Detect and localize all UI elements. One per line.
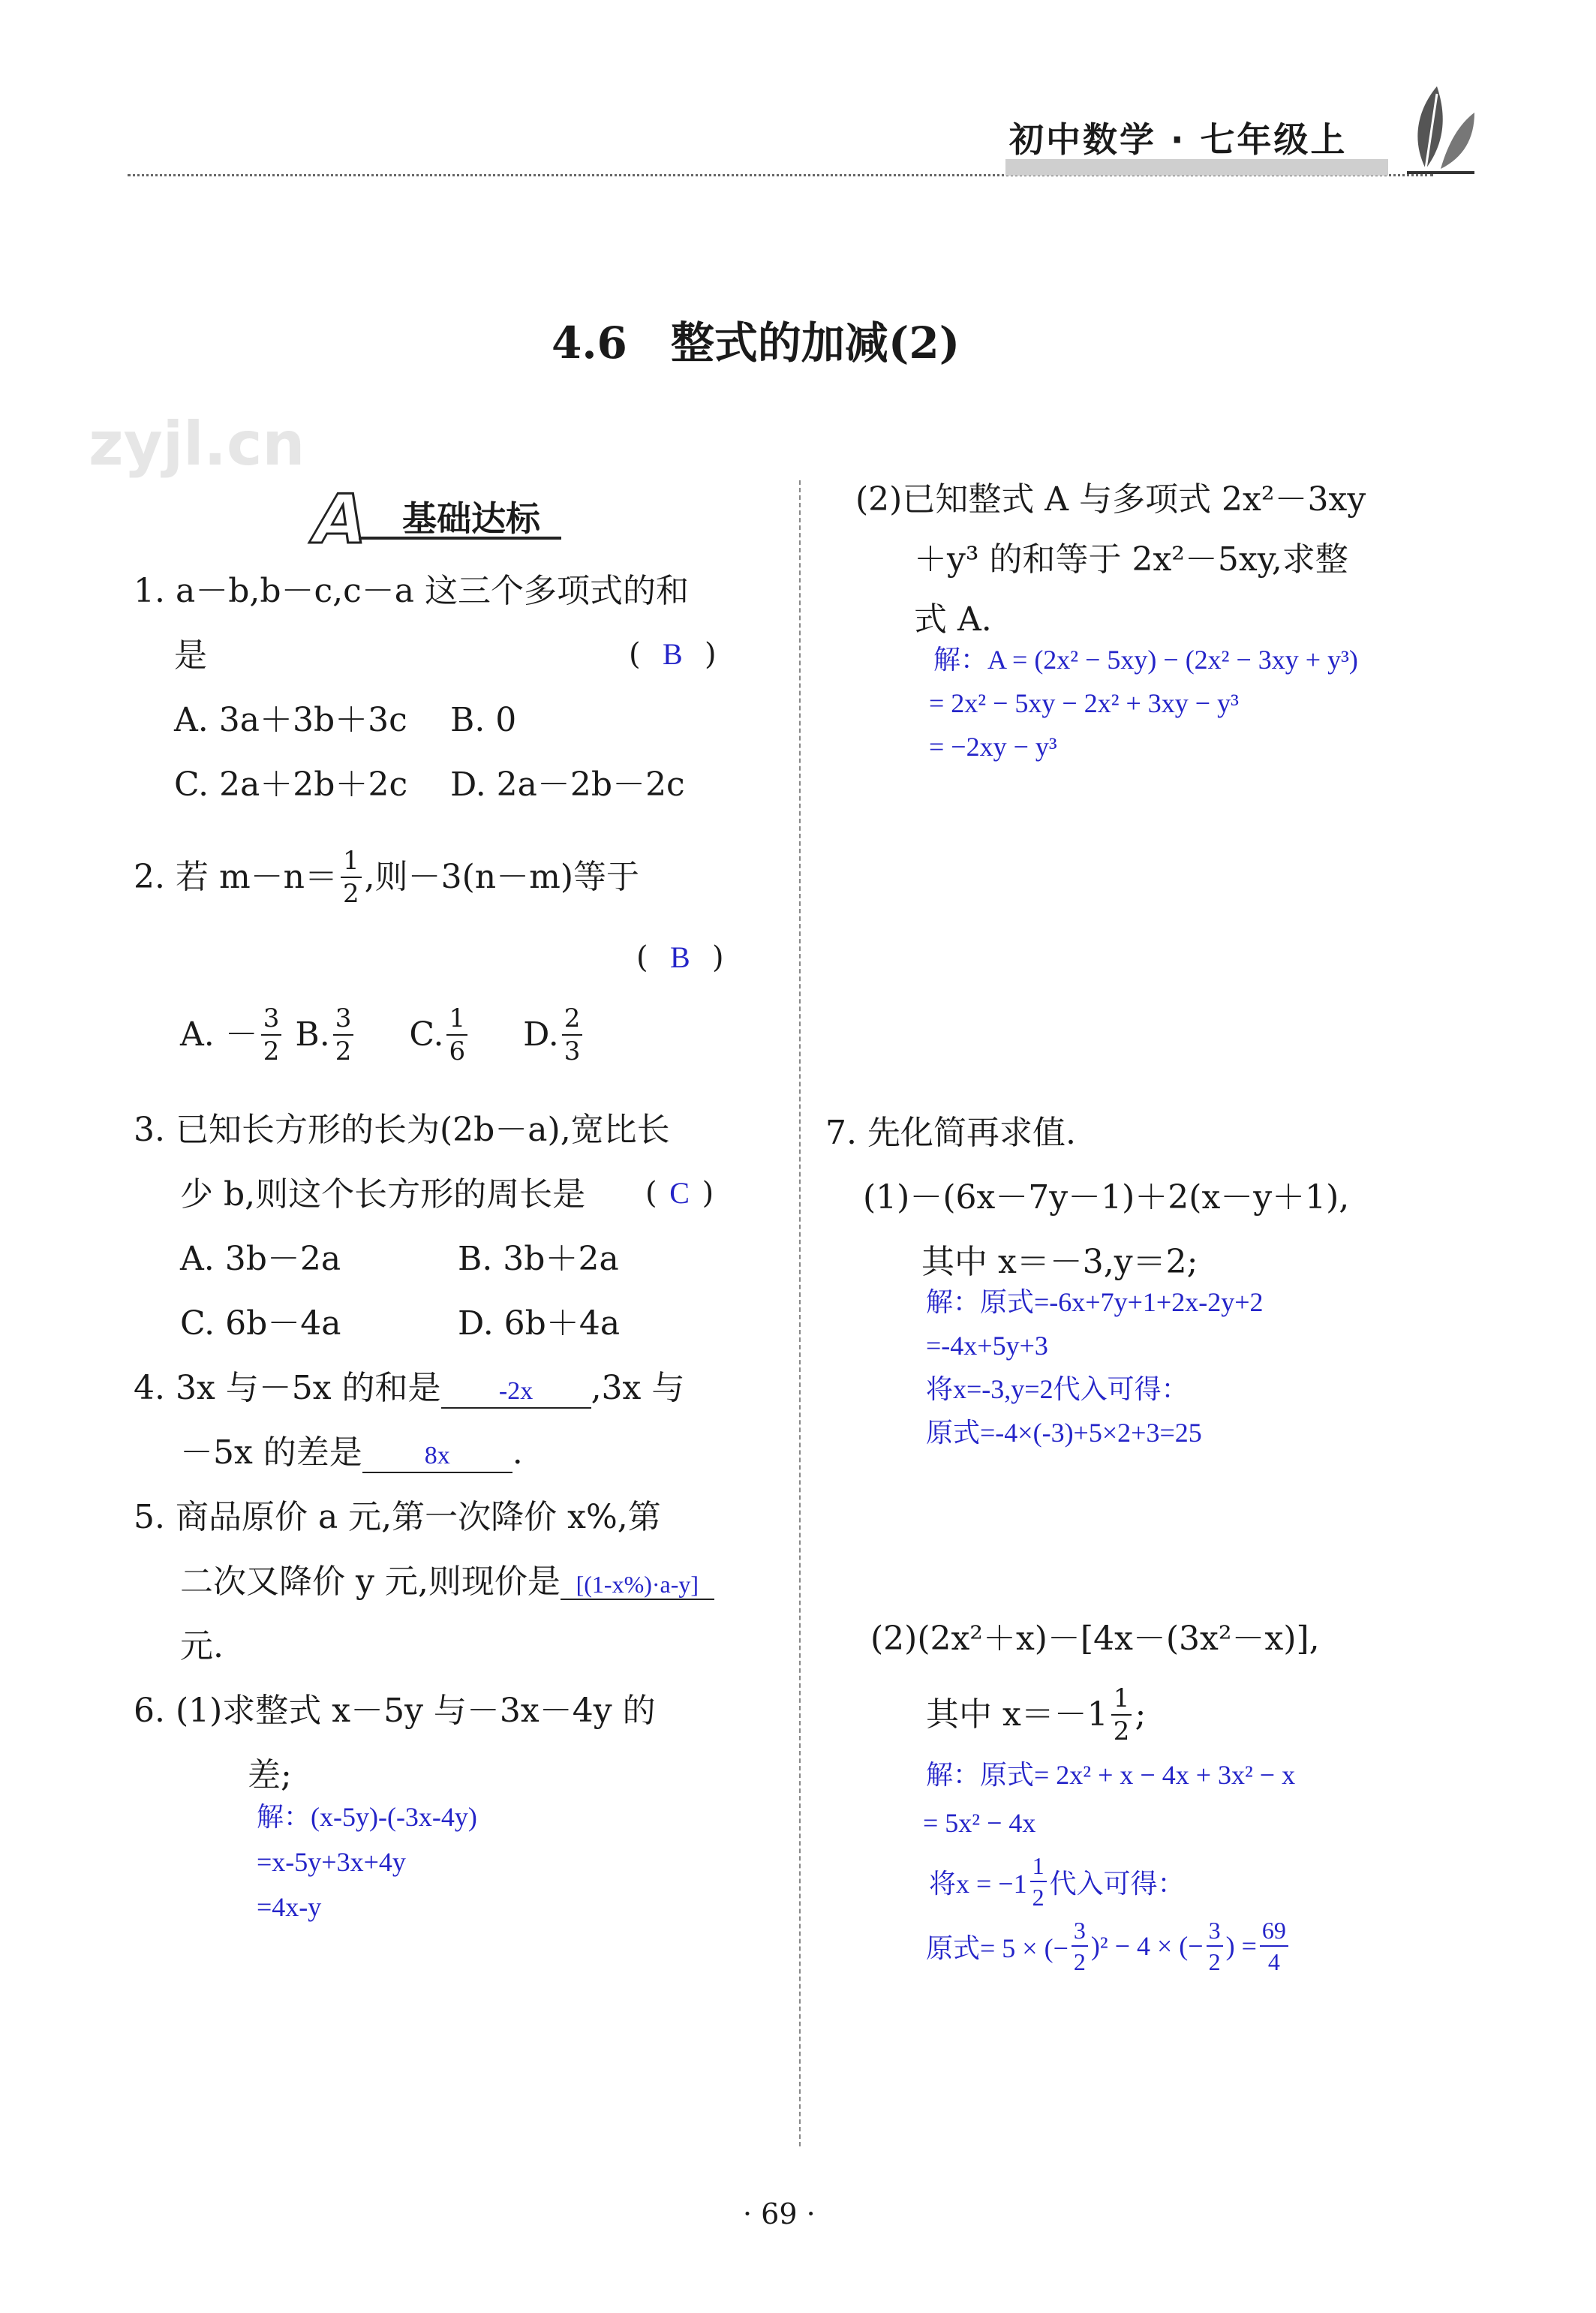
q4-line2 — [180, 1433, 523, 1473]
q4-end: . — [512, 1433, 523, 1472]
q4-line2-pre: －5x 的差是 — [180, 1433, 362, 1472]
q7-p2-solution-4 — [926, 1918, 1291, 1974]
q3-option-d: D. 6b＋4a — [458, 1304, 621, 1343]
q2-stem-pre: 2. 若 m－n＝ — [134, 857, 338, 896]
q4-pre: 4. 3x 与－5x 的和是 — [134, 1369, 441, 1407]
q5-line2 — [180, 1563, 714, 1602]
q2-option-b-frac: $\frac{3}{2}$ — [333, 1006, 354, 1064]
q2-stem — [134, 848, 639, 907]
column-divider — [799, 480, 801, 2146]
q4-blank-2: 8x — [362, 1441, 512, 1473]
q1-line2: 是 — [174, 636, 207, 675]
q2-answer-paren: ( B ) — [636, 940, 724, 975]
q2-options — [180, 1003, 585, 1066]
q1-option-c: C. 2a＋2b＋2c — [174, 765, 408, 804]
q1-answer: B — [662, 637, 683, 671]
q7-p2-fraction: $\frac{1}{2}$ — [1111, 1686, 1132, 1744]
q7-p2-sol4-frac-1: $\frac{3}{2}$ — [1072, 1918, 1088, 1974]
q7-p2-sol4-mid: )² − 4 × (− — [1090, 1931, 1204, 1961]
q7-p2-sol3-frac: $\frac{1}{2}$ — [1030, 1854, 1047, 1909]
q2-option-a-frac: $\frac{3}{2}$ — [261, 1006, 282, 1064]
q1-option-d: D. 2a－2b－2c — [450, 765, 685, 804]
q4-blank-1: -2x — [441, 1376, 591, 1409]
q1-option-a: A. 3a＋3b＋3c — [174, 701, 407, 739]
q2-option-d-label: D. — [523, 1015, 559, 1054]
badge-label: 基础达标 — [402, 498, 540, 539]
q2-stem-post: ,则－3(n－m)等于 — [364, 857, 640, 896]
q2-option-a-label: A. － — [180, 1015, 258, 1054]
q6-p2-line3: 式 A. — [914, 600, 992, 639]
book-title: 初中数学 · 七年级上 — [1009, 119, 1348, 160]
q5-line2-pre: 二次又降价 y 元,则现价是 — [180, 1563, 561, 1601]
q7-p2-sol3-post: 代入可得： — [1049, 1868, 1185, 1899]
q6-p2-line2: ＋y³ 的和等于 2x²－5xy,求整 — [914, 540, 1348, 579]
q7-p2-line2-pre: 其中 x＝－1 — [926, 1695, 1108, 1734]
q7-p2-solution-3 — [929, 1854, 1185, 1909]
q7-p2-solution-1: 解：原式= 2x² + x − 4x + 3x² − x — [926, 1760, 1296, 1790]
q7-p2-sol4-pre: 原式= 5 × (− — [926, 1933, 1069, 1963]
q1-answer-paren: ( B ) — [629, 637, 717, 672]
q7-p2-line1: (2)(2x²＋x)－[4x－(3x²－x)], — [870, 1620, 1320, 1658]
q6-solution-3: =4x-y — [257, 1892, 322, 1922]
q3-answer: C — [669, 1176, 690, 1210]
q7-p1-solution-2: =-4x+5y+3 — [926, 1331, 1048, 1361]
q7-title: 7. 先化简再求值. — [825, 1114, 1076, 1152]
q1-line1: 1. a－b,b－c,c－a 这三个多项式的和 — [134, 572, 690, 610]
q6-p2-solution-1: 解：A = (2x² − 5xy) − (2x² − 3xy + y³) — [933, 645, 1358, 675]
section-badge — [305, 480, 569, 559]
q7-p1-solution-1: 解：原式=-6x+7y+1+2x-2y+2 — [926, 1287, 1264, 1317]
q6-p2-line1: (2)已知整式 A 与多项式 2x²－3xy — [855, 480, 1366, 519]
q6-p2-solution-2: = 2x² − 5xy − 2x² + 3xy − y³ — [929, 688, 1239, 718]
q6-solution-2: =x-5y+3x+4y — [257, 1847, 406, 1877]
q7-p2-line2-post: ; — [1135, 1695, 1147, 1734]
q7-p2-sol4-eq: ) = — [1225, 1931, 1257, 1961]
q5-line3: 元. — [180, 1627, 224, 1665]
q2-fraction: $\frac{1}{2}$ — [341, 848, 362, 907]
q4-line1 — [134, 1369, 684, 1409]
q7-p2-sol4-frac-3: $\frac{69}{4}$ — [1260, 1918, 1288, 1974]
q2-answer: B — [669, 940, 690, 974]
q3-option-c: C. 6b－4a — [180, 1304, 341, 1343]
section-title: 4.6 整式的加减(2) — [552, 317, 960, 368]
q1-option-b: B. 0 — [450, 701, 517, 739]
q7-p1-line1: (1)－(6x－7y－1)＋2(x－y＋1), — [863, 1178, 1350, 1217]
q7-p1-solution-4: 原式=-4×(-3)+5×2+3=25 — [926, 1418, 1202, 1448]
q3-option-b: B. 3b＋2a — [458, 1240, 619, 1278]
q6-solution-1: 解：(x-5y)-(-3x-4y) — [257, 1802, 477, 1832]
page-number: · 69 · — [743, 2197, 816, 2230]
q7-p2-line2 — [926, 1683, 1147, 1746]
q7-p2-solution-2: = 5x² − 4x — [923, 1808, 1036, 1838]
q3-option-a: A. 3b－2a — [180, 1240, 341, 1278]
watermark: zyjl.cn — [89, 409, 305, 479]
leaf-icon — [1403, 79, 1478, 176]
q4-mid: ,3x 与 — [591, 1369, 685, 1407]
q5-blank: [(1-x%)·a-y] — [561, 1570, 714, 1600]
q7-p1-solution-3: 将x=-3,y=2代入可得： — [926, 1374, 1189, 1404]
q7-p2-sol4-frac-2: $\frac{3}{2}$ — [1207, 1918, 1223, 1974]
q6-p2-solution-3: = −2xy − y³ — [929, 732, 1057, 762]
q3-line2: 少 b,则这个长方形的周长是 — [180, 1175, 586, 1214]
q7-p2-sol3-pre: 将x = −1 — [929, 1868, 1027, 1899]
q2-option-d-frac: $\frac{2}{3}$ — [562, 1006, 583, 1064]
q5-line1: 5. 商品原价 a 元,第一次降价 x%,第 — [134, 1498, 661, 1536]
q2-option-b-label: B. — [295, 1015, 330, 1054]
badge-letter: A — [305, 480, 374, 559]
q3-answer-paren: ( C ) — [645, 1176, 714, 1211]
q6-line2: 差; — [248, 1756, 292, 1794]
q2-option-c-frac: $\frac{1}{6}$ — [446, 1006, 467, 1064]
q2-option-c-label: C. — [409, 1015, 444, 1054]
q3-line1: 3. 已知长方形的长为(2b－a),宽比长 — [134, 1111, 670, 1149]
q7-p1-line2: 其中 x＝－3,y＝2; — [921, 1243, 1198, 1281]
q6-line1: 6. (1)求整式 x－5y 与－3x－4y 的 — [134, 1692, 656, 1730]
